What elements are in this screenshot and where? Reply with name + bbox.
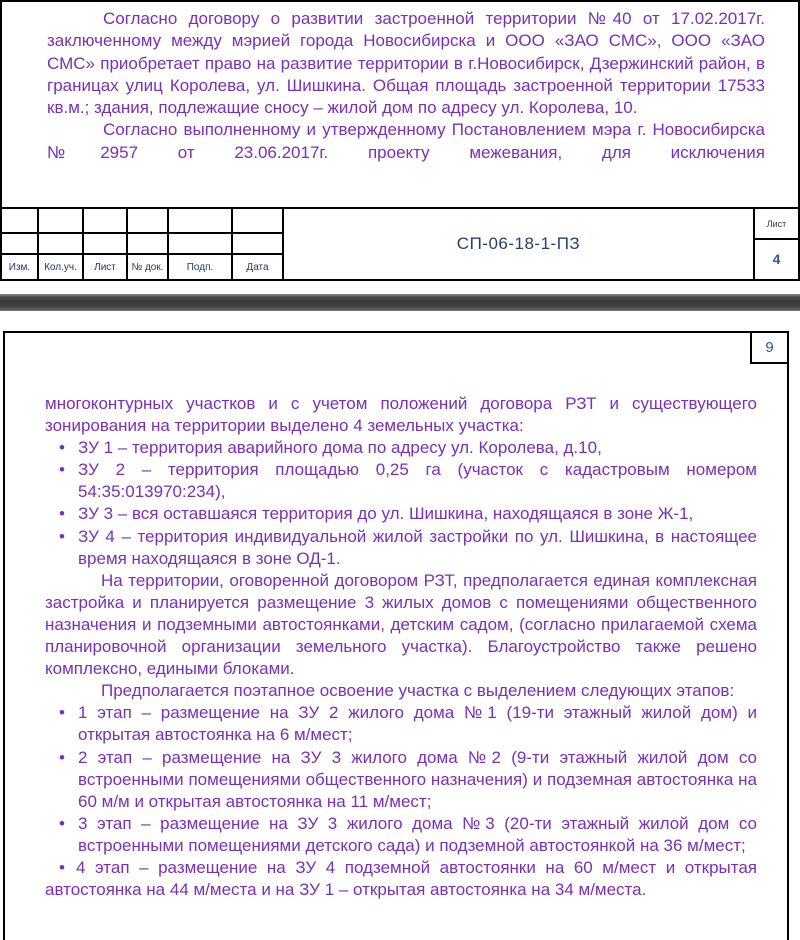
page-number: 9: [765, 339, 774, 356]
list-item-zu3: [45, 503, 757, 525]
bullet-icon: •: [59, 438, 65, 458]
list-item-stage-2: [45, 747, 757, 813]
sheet-number: 4: [772, 250, 781, 267]
page-9-body-text: [45, 393, 757, 901]
title-block-cell-empty: [233, 234, 284, 255]
title-block-header-data: Дата: [233, 255, 284, 279]
sheet-label: Лист: [755, 209, 798, 240]
list-item-stage-1: [45, 702, 757, 746]
list-item-text: 4 этап – размещение на ЗУ 4 подземной автостоянки на 60 м/мест и открытая автостоянка на 44 м/места и на ЗУ 1 – открытая автостоянка на 34 м/места.: [45, 857, 757, 900]
title-block-cell-empty: [128, 234, 169, 255]
page-4-body-text: [47, 8, 765, 164]
land-plots-list: [45, 437, 757, 570]
title-block-revision-table: [2, 209, 284, 279]
bullet-icon: •: [59, 813, 65, 833]
paragraph-land-survey-project: Согласно выполненному и утвержденному Постановлением мэра г. Новосибирска №2957 от 23.06.2017г. проекту межевания, для исключения: [47, 120, 765, 162]
bullet-icon: •: [59, 747, 65, 767]
list-item-text: ЗУ 2 – территория площадью 0,25 га (участок с кадастровым номером 54:35:013970:234),: [78, 460, 757, 502]
title-block-header-koluch: Кол.уч.: [39, 255, 84, 279]
title-block-cell-empty: [2, 209, 39, 234]
paragraph-development-agreement: Согласно договору о развитии застроенной территории №40 от 17.02.2017г. заключенному между мэрией города Новосибирска и ООО «ЗАО СМС», ООО «ЗАО СМС» приобретает право на развитие территории в г.Новосибирск, Дзержинский район, в границах улиц Королева, ул. Шишкина. Общая площадь застроенной территории 17533 кв.м.; здания, подлежащие сносу – жилой дом по адресу ул. Королева, 10.: [47, 9, 765, 118]
list-item-text: ЗУ 1 – территория аварийного дома по адресу ул. Королева, д.10,: [78, 438, 602, 458]
title-block-header-izm: Изм.: [2, 255, 39, 279]
bullet-icon: •: [59, 857, 65, 877]
title-block-header-ndok: № док.: [128, 255, 169, 279]
list-item-zu1: [45, 437, 757, 459]
bullet-icon: •: [59, 703, 65, 723]
title-block-cell-empty: [2, 234, 39, 255]
list-item-text: ЗУ 3 – вся оставшаяся территория до ул. Шишкина, находящаяся в зоне Ж-1,: [78, 504, 694, 524]
page-separator-band: [0, 294, 800, 311]
list-item-zu2: [45, 459, 757, 503]
bullet-icon: •: [59, 460, 65, 480]
title-block-cell-empty: [39, 209, 84, 234]
page-number-box: [750, 331, 789, 364]
title-block-cell-empty: [128, 209, 169, 234]
bullet-icon: •: [59, 526, 65, 546]
list-item-text: 1 этап – размещение на ЗУ 2 жилого дома №1 (19-ти этажный жилой дом) и открытая автостоянка на 6 м/мест;: [78, 703, 757, 745]
list-item-stage-3: [45, 813, 757, 857]
bullet-icon: •: [59, 504, 65, 524]
sheet-number-cell: [753, 209, 798, 279]
title-block-cell-empty: [84, 234, 128, 255]
page-sheet-9: [3, 331, 789, 940]
page-sheet-4: [0, 0, 800, 281]
title-block: [2, 207, 798, 279]
list-item-text: ЗУ 4 – территория индивидуальной жилой застройки по ул. Шишкина, в настоящее время находящаяся в зоне ОД-1.: [78, 526, 757, 568]
title-block-cell-empty: [233, 209, 284, 234]
development-stages-list: [45, 702, 757, 901]
title-block-cell-empty: [169, 209, 233, 234]
title-block-header-podp: Подп.: [169, 255, 233, 279]
list-item-text: 3 этап – размещение на ЗУ 3 жилого дома №3 (20-ти этажный жилой дом со встроенными помещениями детского сада) и подземной автостоянкой на 36 м/мест;: [78, 813, 757, 855]
list-item-zu4: [45, 526, 757, 570]
title-block-cell-empty: [39, 234, 84, 255]
title-block-header-list: Лист: [84, 255, 128, 279]
paragraph-land-plots-intro: многоконтурных участков и с учетом положений договора РЗТ и существующего зонирования на территории выделено 4 земельных участка:: [45, 394, 757, 436]
list-item-stage-4: [45, 857, 757, 901]
paragraph-territory-development: На территории, оговоренной договором РЗТ, предполагается единая комплексная застройка и планируется размещение 3 жилых домов с помещениями общественного назначения и подземными автостоянками, детским садом, (согласно прилагаемой схема планировочной организации земельного участка). Благоустройство также решено комплексно, едиными блоками.: [45, 570, 757, 679]
document-code: СП-06-18-1-ПЗ: [456, 234, 581, 253]
list-item-text: 2 этап – размещение на ЗУ 3 жилого дома №2 (9-ти этажный жилой дом со встроенными помещениями общественного назначения) и подземная автостоянка на 60 м/м и открытая автостоянка на 11 м/мест;: [78, 747, 757, 811]
title-block-cell-empty: [84, 209, 128, 234]
title-block-cell-empty: [169, 234, 233, 255]
paragraph-stages-intro: Предполагается поэтапное освоение участка с выделением следующих этапов:: [101, 681, 735, 701]
